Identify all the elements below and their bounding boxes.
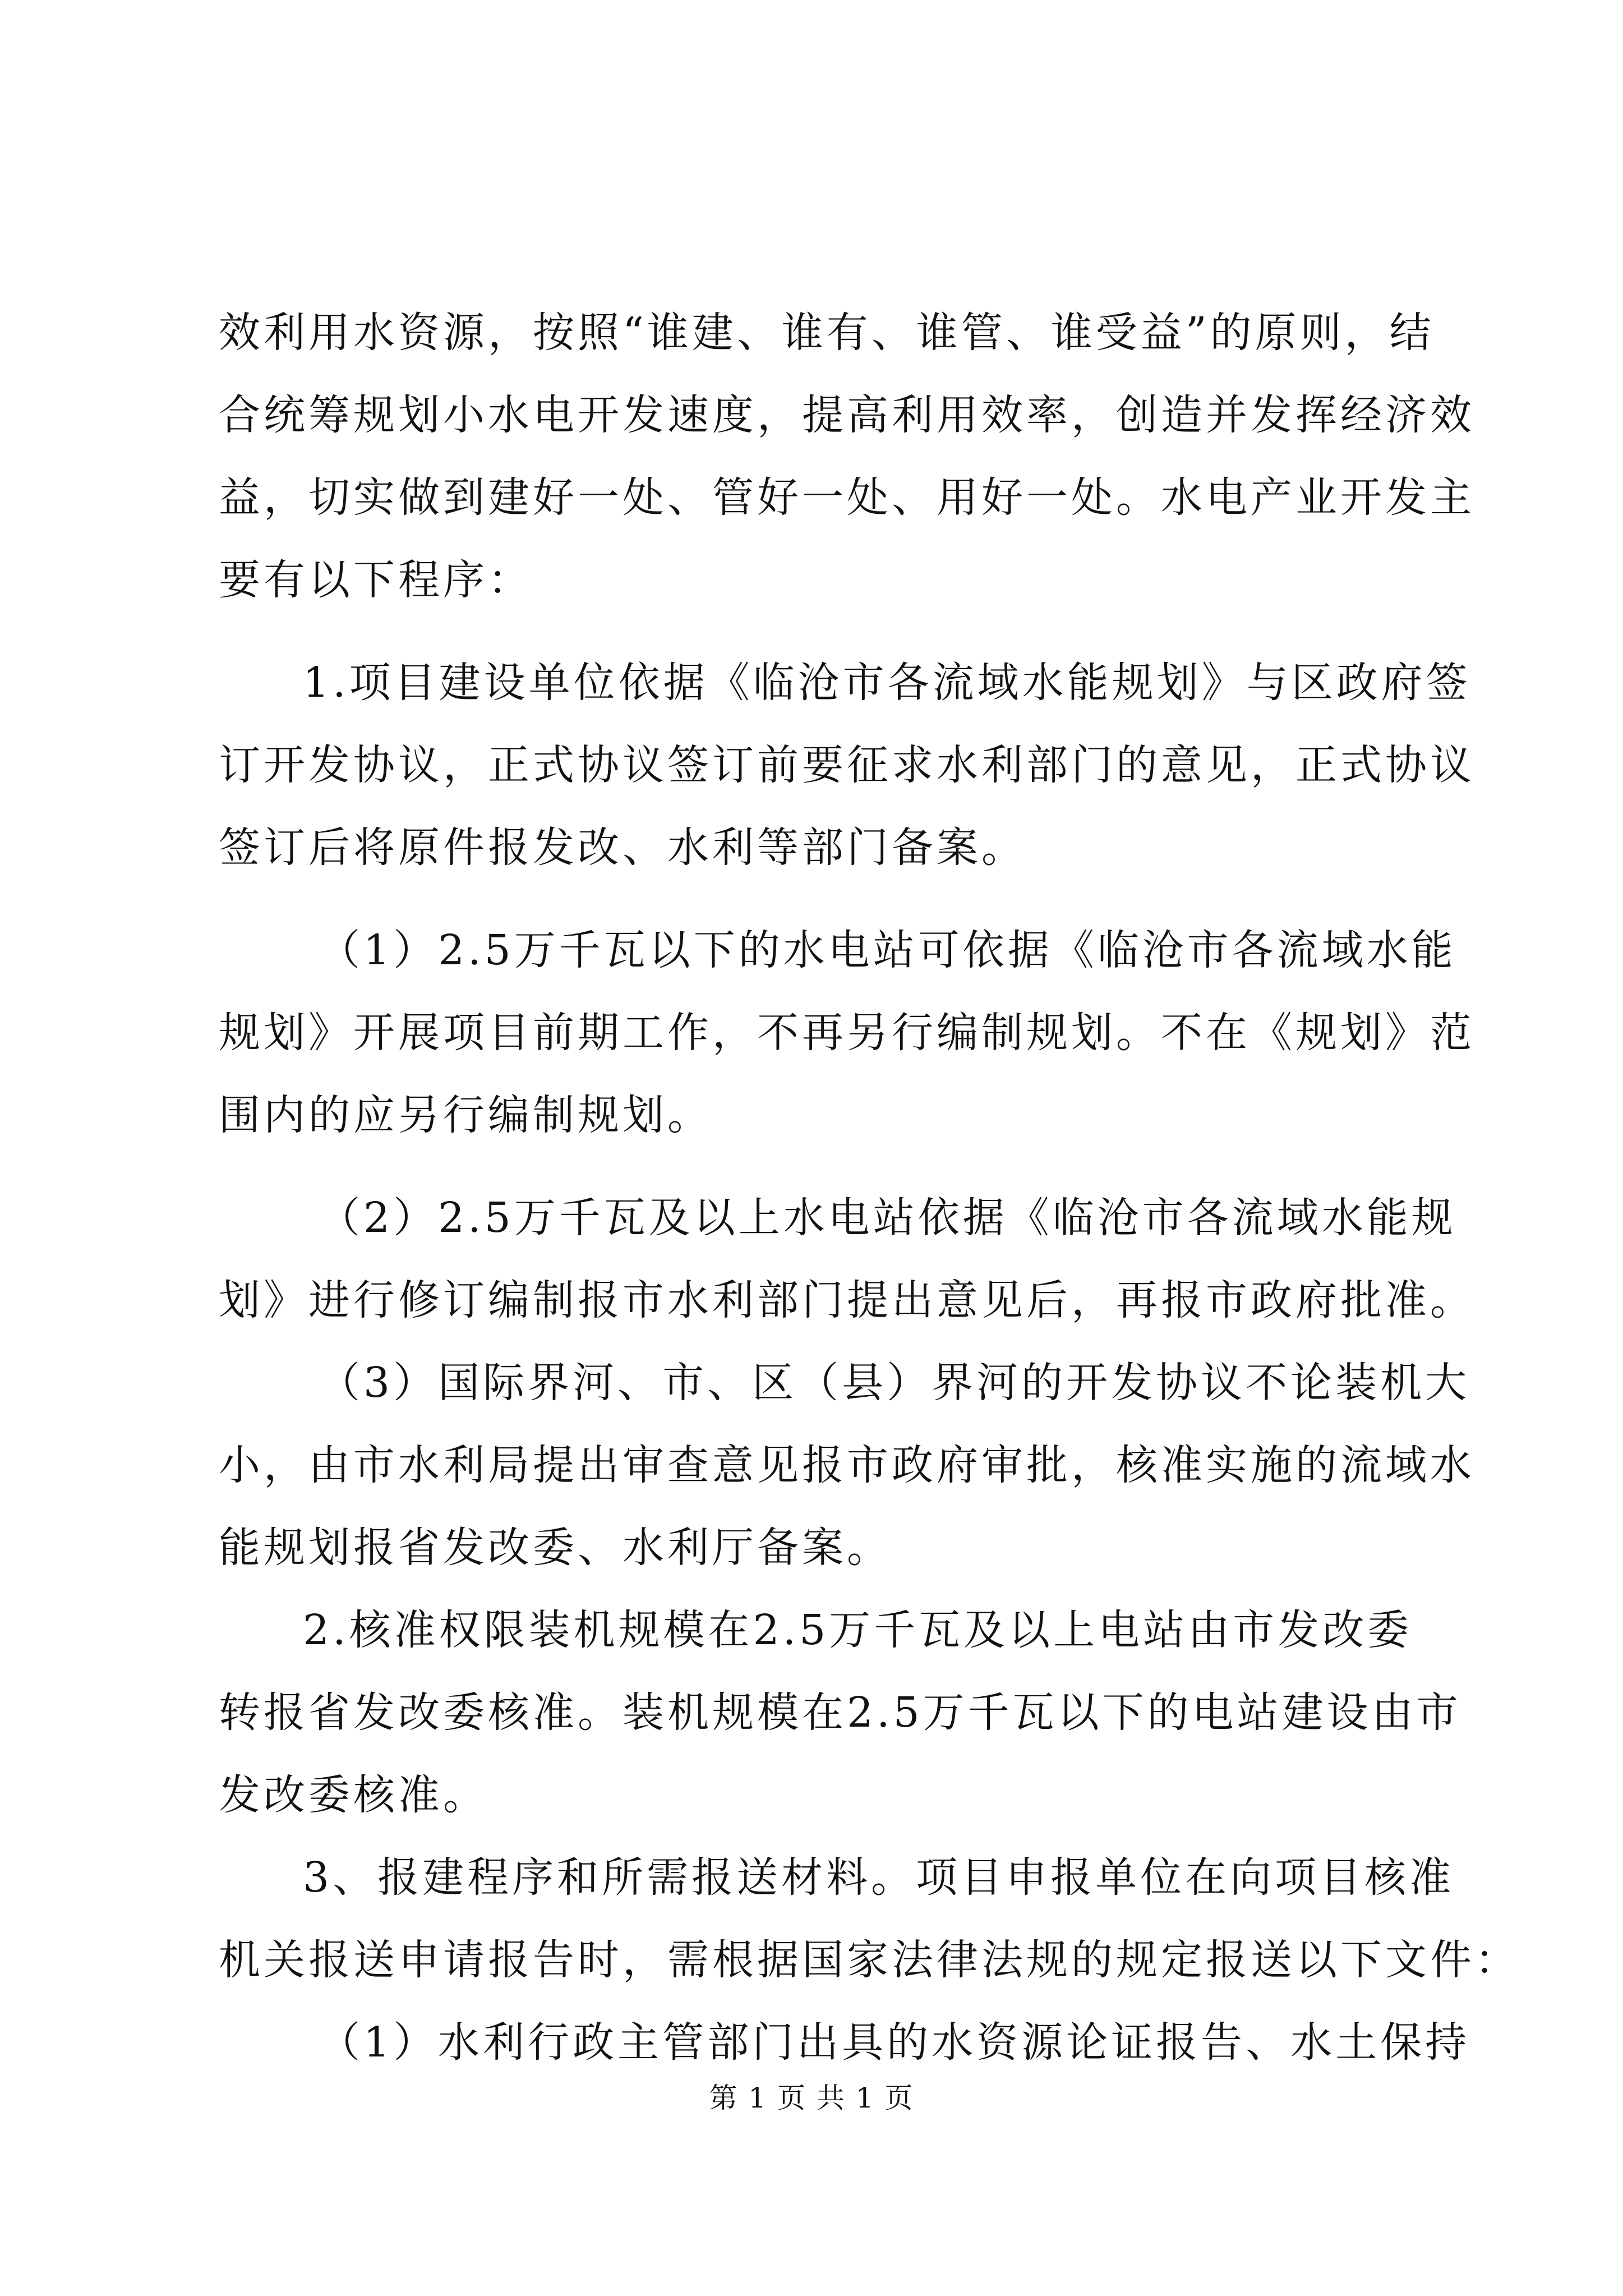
text-line: 要有以下程序： (219, 556, 533, 604)
paragraph-first-line: （1）2.5万千瓦以下的水电站可依据《临沧市各流域水能 (319, 926, 1456, 974)
text-line: 围内的应另行编制规划。 (219, 1091, 712, 1139)
paragraph-first-line: （1）水利行政主管部门出具的水资源论证报告、水土保持 (319, 2018, 1470, 2067)
text-line: 转报省发改委核准。装机规模在2.5万千瓦以下的电站建设由市 (219, 1688, 1461, 1737)
paragraph-first-line: 2.核准权限装机规模在2.5万千瓦及以上电站由市发改委 (303, 1606, 1413, 1654)
text-line: 合统筹规划小水电开发速度，提高利用效率，创造并发挥经济效 (219, 391, 1475, 439)
paragraph-first-line: （2）2.5万千瓦及以上水电站依据《临沧市各流域水能规 (319, 1194, 1456, 1242)
paragraph-first-line: 3、报建程序和所需报送材料。项目申报单位在向项目核准 (303, 1853, 1455, 1902)
text-line: 订开发协议，正式协议签订前要征求水利部门的意见，正式协议 (219, 741, 1475, 789)
text-line: 效利用水资源，按照“谁建、谁有、谁管、谁受益”的原则，结 (219, 309, 1435, 357)
text-line: 机关报送申请报告时，需根据国家法律法规的规定报送以下文件： (219, 1936, 1520, 1984)
paragraph-first-line: （3）国际界河、市、区（县）界河的开发协议不论装机大 (319, 1359, 1470, 1407)
text-line: 小，由市水利局提出审查意见报市政府审批，核准实施的流域水 (219, 1441, 1475, 1489)
text-line: 规划》开展项目前期工作，不再另行编制规划。不在《规划》范 (219, 1009, 1475, 1057)
text-line: 划》进行修订编制报市水利部门提出意见后，再报市政府批准。 (219, 1276, 1475, 1324)
text-line: 发改委核准。 (219, 1771, 488, 1819)
text-line: 益，切实做到建好一处、管好一处、用好一处。水电产业开发主 (219, 473, 1475, 522)
page-number-footer: 第 1 页 共 1 页 (709, 2082, 914, 2114)
document-body (219, 292, 1520, 2084)
paragraph-first-line: 1.项目建设单位依据《临沧市各流域水能规划》与区政府签 (303, 659, 1471, 707)
text-line: 能规划报省发改委、水利厅备案。 (219, 1524, 892, 1572)
text-line: 签订后将原件报发改、水利等部门备案。 (219, 823, 1026, 872)
